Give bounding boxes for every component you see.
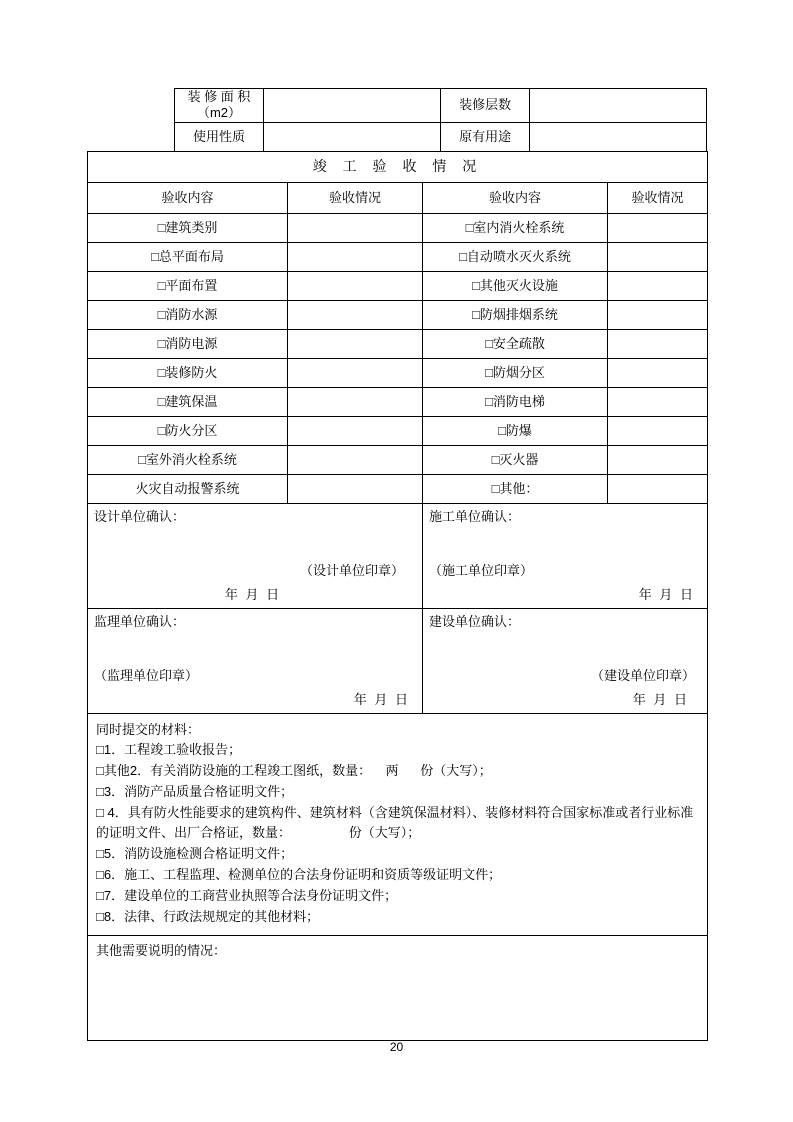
supervision-unit-date-line[interactable]: 年 月 日: [353, 691, 410, 707]
table-header-row: [88, 182, 708, 213]
item-label-right[interactable]: □其他灭火设施: [423, 271, 608, 300]
supervision-unit-confirm-cell[interactable]: [88, 608, 423, 713]
item-value-right[interactable]: [608, 213, 708, 242]
construction-unit-date-line[interactable]: 年 月 日: [638, 586, 696, 602]
item-value-right[interactable]: [608, 416, 708, 445]
construction-unit-confirm-label: 施工单位确认：: [429, 508, 521, 524]
design-unit-confirm-cell[interactable]: [88, 503, 423, 608]
item-label-left[interactable]: □防火分区: [88, 416, 288, 445]
item-value-right[interactable]: [608, 445, 708, 474]
material-item[interactable]: □7．建设单位的工商营业执照等合法身份证明文件；: [96, 887, 398, 903]
item-label-left[interactable]: □建筑保温: [88, 387, 288, 416]
table-row: [88, 242, 708, 271]
item-label-left[interactable]: □平面布置: [88, 271, 288, 300]
item-label-left[interactable]: □消防水源: [88, 300, 288, 329]
table-row: [88, 503, 708, 608]
item-label-right[interactable]: □安全疏散: [423, 329, 608, 358]
item-value-left[interactable]: [288, 300, 423, 329]
design-unit-date-line[interactable]: 年 月 日: [224, 586, 282, 602]
table-row: [88, 445, 708, 474]
submitted-materials-cell: [88, 713, 708, 936]
page-number: 20: [389, 1040, 404, 1054]
original-use-value[interactable]: [530, 122, 707, 151]
item-value-right[interactable]: [608, 358, 708, 387]
item-value-left[interactable]: [288, 445, 423, 474]
item-value-right[interactable]: [608, 387, 708, 416]
item-label-right[interactable]: □室内消火栓系统: [423, 213, 608, 242]
top-info-table: [87, 88, 707, 152]
item-label-left[interactable]: □建筑类别: [88, 213, 288, 242]
usage-nature-label: 使用性质: [174, 122, 263, 151]
item-label-right[interactable]: □防爆: [423, 416, 608, 445]
table-row: [87, 122, 707, 151]
item-label-left[interactable]: □总平面布局: [88, 242, 288, 271]
header-status-1: 验收情况: [288, 182, 423, 213]
top-spacer-cell: [87, 89, 174, 123]
table-row: [88, 387, 708, 416]
top-spacer-cell-2: [87, 122, 174, 151]
header-status-2: 验收情况: [608, 182, 708, 213]
item-label-left[interactable]: □装修防火: [88, 358, 288, 387]
header-content-1: 验收内容: [88, 182, 288, 213]
table-row: [88, 416, 708, 445]
table-row: [88, 713, 708, 936]
table-row: [88, 300, 708, 329]
supervision-unit-stamp-text: （监理单位印章）: [94, 667, 199, 683]
item-label-right[interactable]: □防烟排烟系统: [423, 300, 608, 329]
item-value-left[interactable]: [288, 213, 423, 242]
table-row: [88, 474, 708, 503]
table-row: [88, 608, 708, 713]
decor-area-value[interactable]: [264, 89, 441, 123]
table-row: [88, 213, 708, 242]
other-notes-cell[interactable]: [88, 936, 708, 1041]
table-row: [88, 271, 708, 300]
other-notes-title: 其他需要说明的情况：: [96, 943, 227, 959]
construction-unit-stamp-text: （施工单位印章）: [429, 562, 534, 578]
design-unit-confirm-label: 设计单位确认：: [94, 508, 186, 524]
table-row: [88, 329, 708, 358]
table-row: [87, 89, 707, 123]
usage-nature-value[interactable]: [264, 122, 441, 151]
item-value-right[interactable]: [608, 300, 708, 329]
material-item[interactable]: □ 4．具有防火性能要求的建筑构件、建筑材料（含建筑保温材料）、装修材料符合国家标准或者行业标准的证明文件、出厂合格证，数量： 份（大写）；: [96, 804, 694, 841]
item-label-right[interactable]: □其他：: [423, 474, 608, 503]
item-label-left[interactable]: □消防电源: [88, 329, 288, 358]
owner-unit-stamp-text: （建设单位印章）: [591, 667, 696, 683]
decor-floors-value[interactable]: [530, 89, 707, 123]
item-label-right[interactable]: □自动喷水灭火系统: [423, 242, 608, 271]
original-use-label: 原有用途: [440, 122, 529, 151]
item-value-left[interactable]: [288, 271, 423, 300]
table-row: [88, 151, 708, 182]
material-item[interactable]: □1．工程竣工验收报告；: [96, 742, 242, 758]
acceptance-table: [87, 151, 708, 1042]
header-content-2: 验收内容: [423, 182, 608, 213]
item-value-left[interactable]: [288, 387, 423, 416]
construction-unit-confirm-cell[interactable]: [423, 503, 708, 608]
material-item[interactable]: □6．施工、工程监理、检测单位的合法身份证明和资质等级证明文件；: [96, 867, 502, 883]
item-value-left[interactable]: [288, 242, 423, 271]
item-value-right[interactable]: [608, 329, 708, 358]
item-value-right[interactable]: [608, 242, 708, 271]
table-row: [88, 936, 708, 1041]
decor-area-label: 装 修 面 积 （m2）: [174, 89, 263, 123]
design-unit-stamp-text: （设计单位印章）: [299, 562, 404, 578]
item-label-right[interactable]: □灭火器: [423, 445, 608, 474]
form-sheet: [87, 88, 707, 1041]
owner-unit-date-line[interactable]: 年 月 日: [632, 691, 690, 707]
item-value-left[interactable]: [288, 474, 423, 503]
section-title: 竣 工 验 收 情 况: [88, 151, 708, 182]
supervision-unit-confirm-label: 监理单位确认：: [94, 613, 186, 629]
item-label-left[interactable]: 火灾自动报警系统: [88, 474, 288, 503]
item-value-left[interactable]: [288, 416, 423, 445]
item-value-left[interactable]: [288, 329, 423, 358]
item-label-left[interactable]: □室外消火栓系统: [88, 445, 288, 474]
owner-unit-confirm-cell[interactable]: [423, 608, 708, 713]
decor-floors-label: 装修层数: [440, 89, 529, 123]
item-value-left[interactable]: [288, 358, 423, 387]
material-item[interactable]: □其他2．有关消防设施的工程竣工图纸，数量： 两 份（大写）；: [96, 763, 492, 779]
materials-title: 同时提交的材料：: [96, 721, 201, 737]
owner-unit-confirm-label: 建设单位确认：: [429, 613, 521, 629]
item-value-right[interactable]: [608, 474, 708, 503]
item-label-right[interactable]: □消防电梯: [423, 387, 608, 416]
material-item[interactable]: □5．消防设施检测合格证明文件；: [96, 846, 294, 862]
material-item[interactable]: □3．消防产品质量合格证明文件；: [96, 783, 294, 799]
material-item[interactable]: □8．法律、行政法规规定的其他材料；: [96, 908, 320, 924]
item-label-right[interactable]: □防烟分区: [423, 358, 608, 387]
item-value-right[interactable]: [608, 271, 708, 300]
table-row: [88, 358, 708, 387]
